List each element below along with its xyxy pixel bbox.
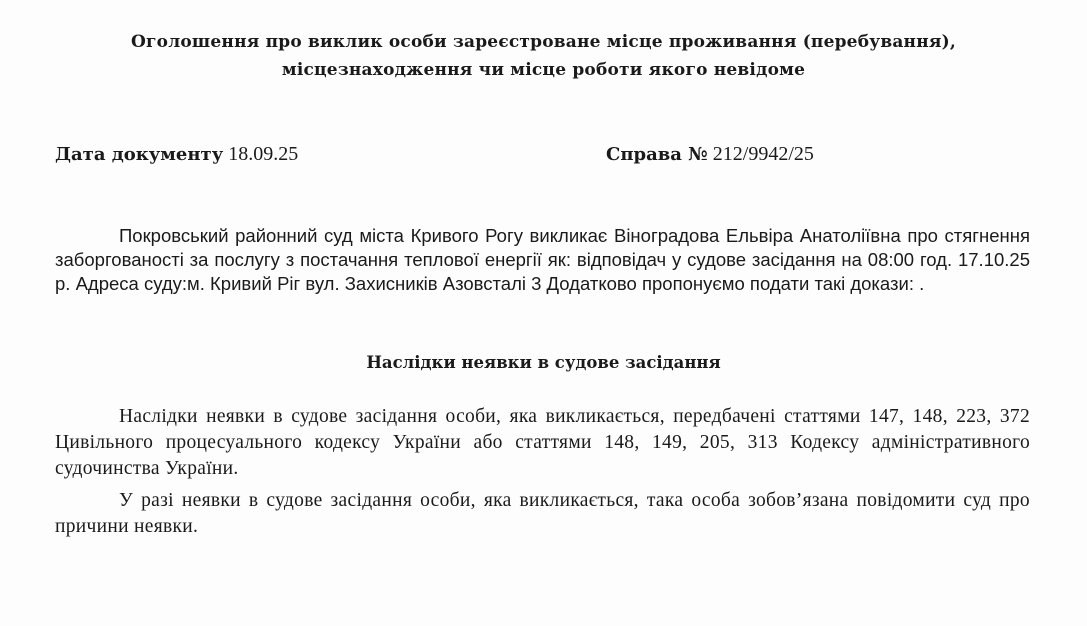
date-label: Дата документу [55,144,224,165]
document-title-line1: Оголошення про виклик особи зареєстроване місце проживання (перебування), [131,32,956,52]
section-heading: Наслідки неявки в судове засідання [366,353,721,372]
case-value: 212/9942/25 [712,143,814,165]
notice-paragraph [55,488,1030,540]
summons-text: Покровський районний суд міста Кривого Рогу викликає Віноградова Ельвіра Анатоліївна про стягнення заборгованості за послугу з постачання теплової енергії як: відповідач у судове засідання на 08:00 год. 17.10.25 р. Адреса суду:м. Кривий Ріг вул. Захисників Азовсталі 3 Додатково пропонуємо подати такі докази: . [55,225,1030,294]
case-label: Справа № [606,144,708,165]
document-title-line2: місцезнаходження чи місце роботи якого невідоме [281,60,806,80]
date-value: 18.09.25 [228,143,299,165]
summons-paragraph [55,224,1030,296]
document-date [55,143,298,166]
notice-text: У разі неявки в судове засідання особи, яка викликається, така особа зобов’язана повідомити суд про причини неявки. [55,490,1030,537]
consequences-text: Наслідки неявки в судове засідання особи, яка викликається, передбачені статтями 147, 148, 223, 372 Цивільного процесуального кодексу України або статтями 148, 149, 205, 313 Кодексу адміністративного судочинства України. [55,406,1030,479]
case-number [606,143,814,166]
consequences-paragraph [55,404,1030,482]
